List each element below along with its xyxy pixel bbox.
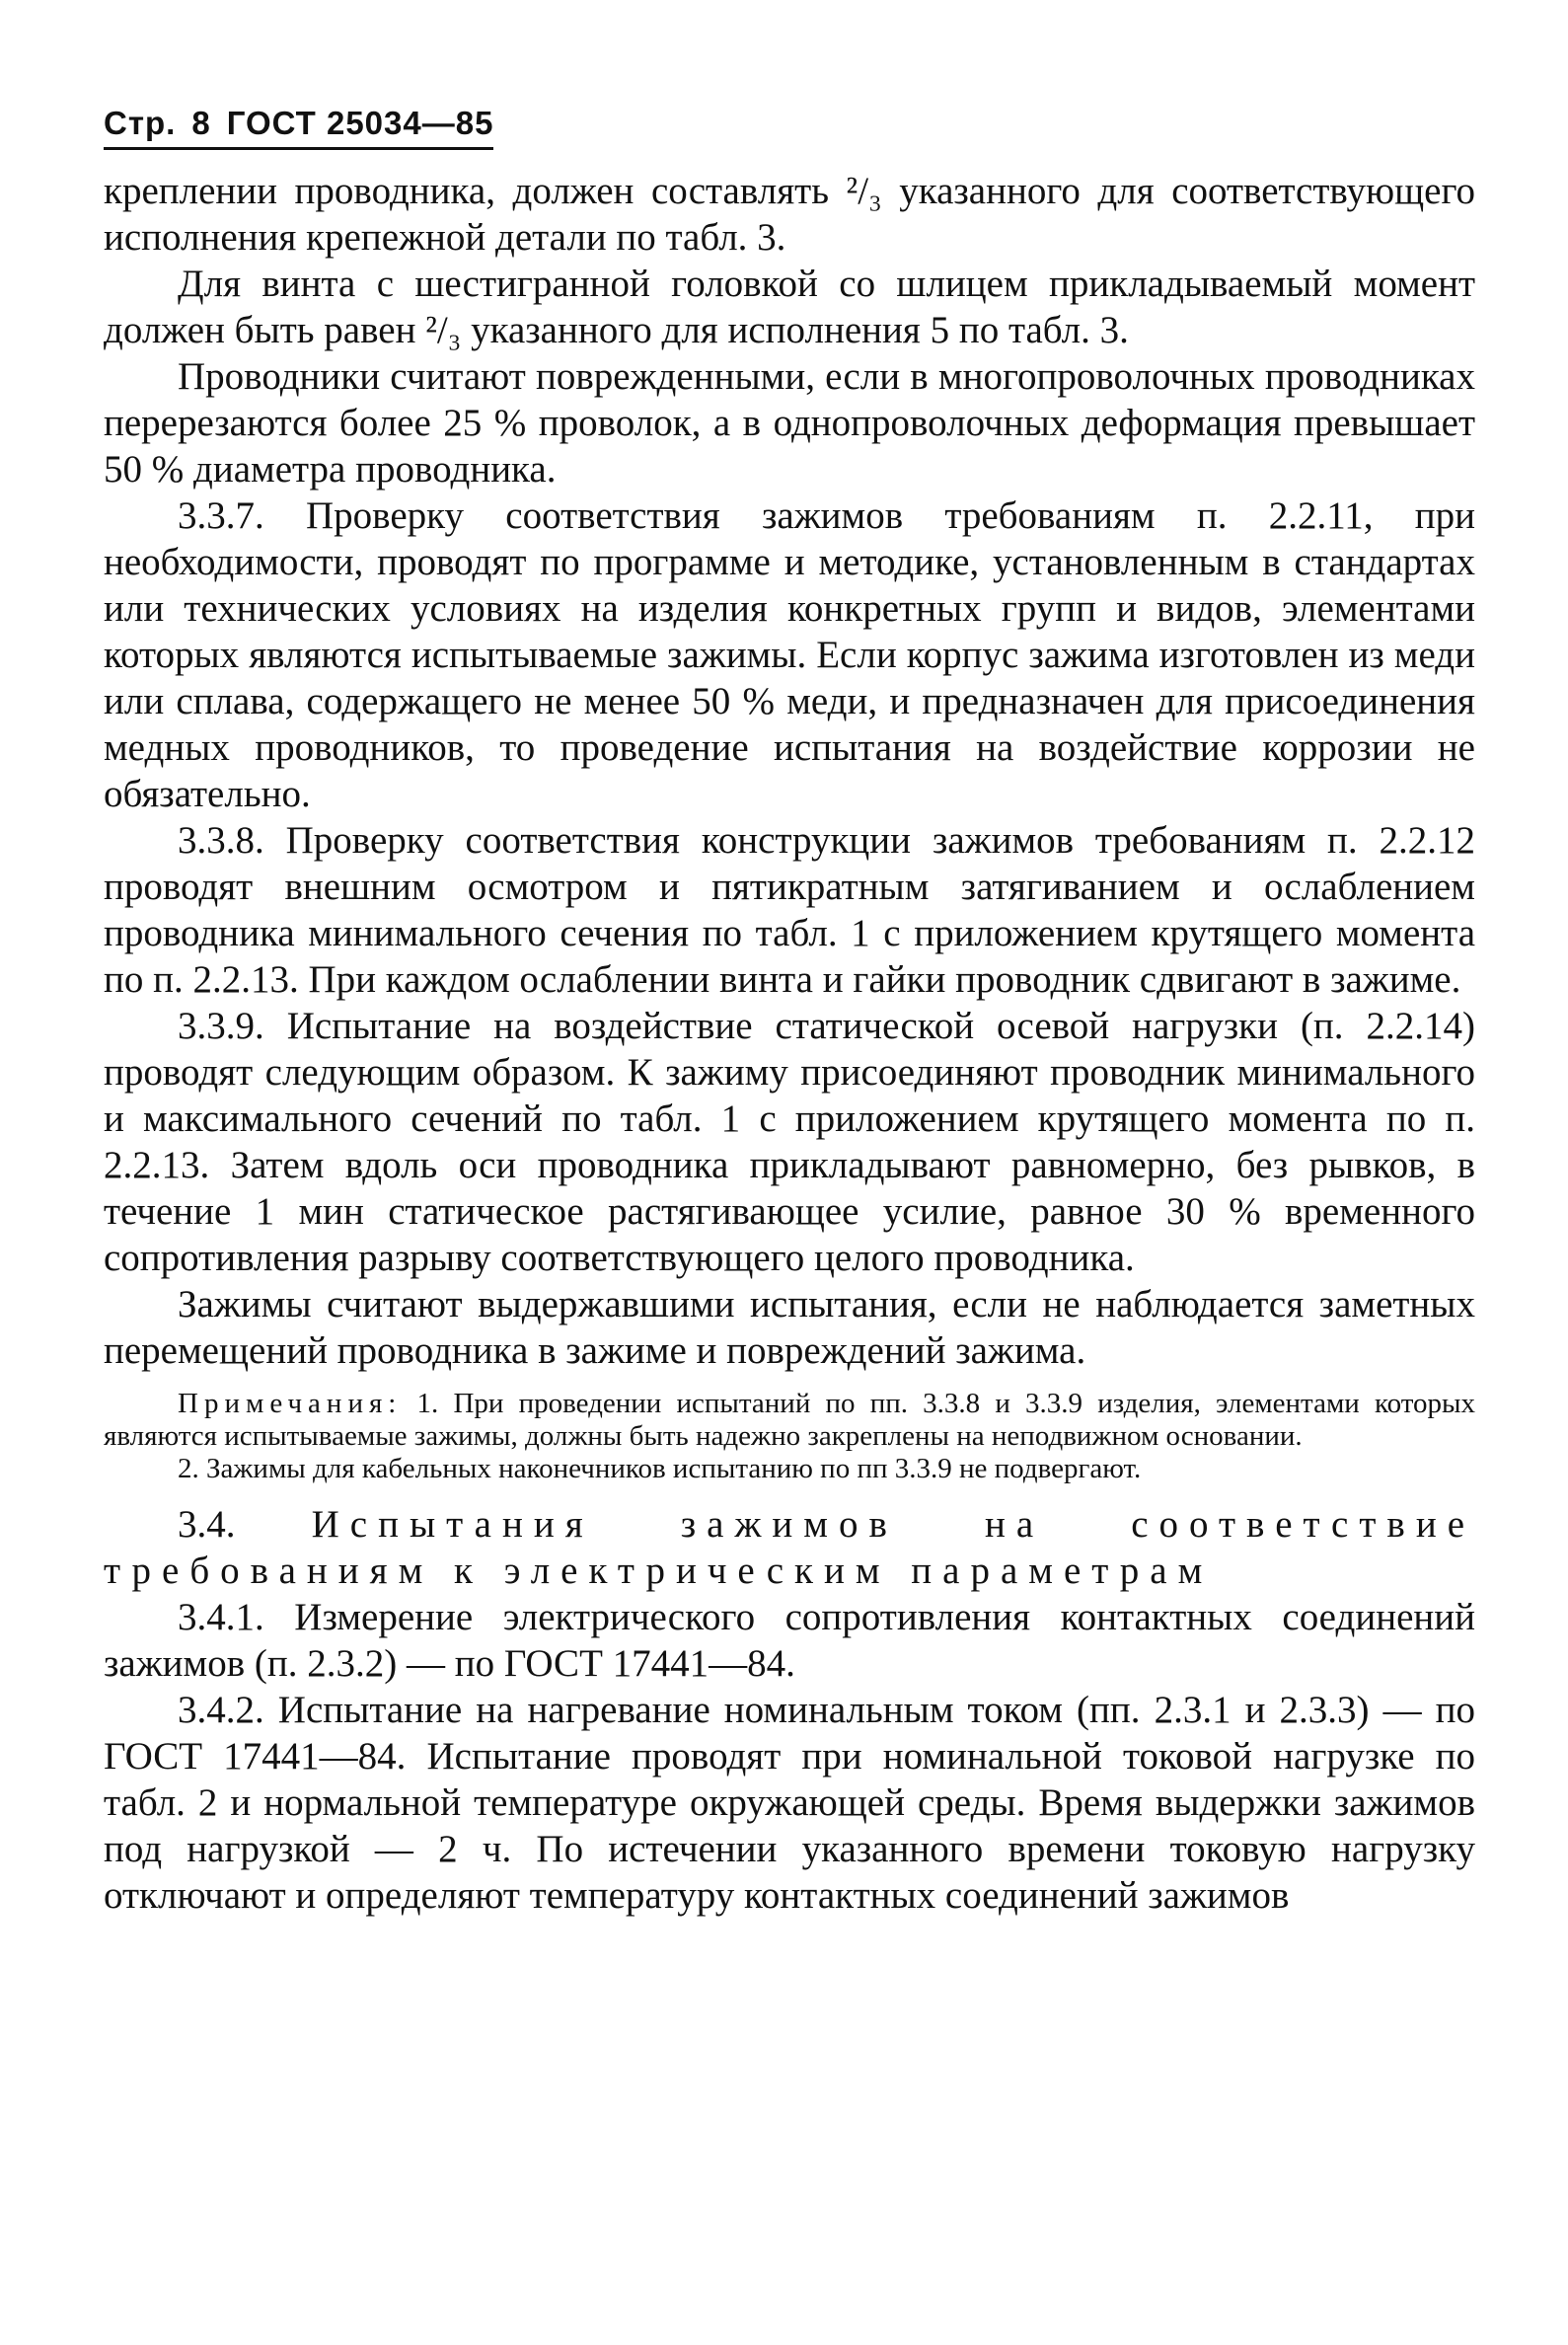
paragraph: Для винта с шестигранной головкой со шлицем прикладываемый момент должен быть равен ²/₃ указанного для исполнения 5 по табл. 3. [104, 263, 1475, 351]
paragraph: Проводники считают поврежденными, если в многопроволочных проводниках перерезаются более 25 % проволок, а в однопроволочных деформация превышает 50 % диаметра проводника. [104, 355, 1475, 491]
paragraph: 3.4.2. Испытание на нагревание номинальным током (пп. 2.3.1 и 2.3.3) — по ГОСТ 17441—84. Испытание проводят при номинальной токовой нагрузке по табл. 2 и нормальной температуре окружающей среды. Время выдержки зажимов под нагрузкой — 2 ч. По истечении указанного времени токовую нагрузку отключают и определяют температуру контактных соединений зажимов [104, 1689, 1475, 1917]
standard-number: ГОСТ 25034—85 [226, 105, 494, 141]
paragraph: Зажимы считают выдержавшими испытания, если не наблюдается заметных перемещений проводника в зажиме и повреждений зажима. [104, 1283, 1475, 1372]
paragraph: 3.3.8. Проверку соответствия конструкции зажимов требованиям п. 2.2.12 проводят внешним осмотром и пятикратным затягиванием и ослаблением проводника минимального сечения по табл. 1 с приложением крутящего момента по п. 2.2.13. При каждом ослаблении винта и гайки проводник сдвигают в зажиме. [104, 819, 1475, 1001]
paragraph: 3.4.1. Измерение электрического сопротивления контактных соединений зажимов (п. 2.3.2) — по ГОСТ 17441—84. [104, 1596, 1475, 1685]
section-number: 3.4. [178, 1503, 236, 1546]
document-page [104, 104, 1475, 1919]
paragraph: 3.3.7. Проверку соответствия зажимов требованиям п. 2.2.11, при необходимости, проводят по программе и методике, установленным в стандартах или технических условиях на изделия конкретных групп и видов, элементами которых являются испытываемые зажимы. Если корпус зажима изготовлен из меди или сплава, содержащего не менее 50 % меди, и предназначен для присоединения медных проводников, то проведение испытания на воздействие коррозии не обязательно. [104, 494, 1475, 815]
note-1 [104, 1388, 1475, 1453]
note-1-text: 1. При проведении испытаний по пп. 3.3.8 и 3.3.9 изделия, элементами которых являются испытываемые зажимы, должны быть надежно закреплены на неподвижном основании. [104, 1388, 1476, 1452]
body-text-part1 [104, 168, 1475, 1374]
page-number: 8 [191, 105, 211, 141]
body-text-part2 [104, 1594, 1475, 1919]
note-2: 2. Зажимы для кабельных наконечников испытанию по пп 3.3.9 не подвергают. [178, 1453, 1142, 1484]
page-header [104, 104, 493, 150]
paragraph: 3.3.9. Испытание на воздействие статической осевой нагрузки (п. 2.2.14) проводят следующим образом. К зажиму присоединяют проводник минимального и максимального сечений по табл. 1 с приложением крутящего момента по п. 2.2.13. Затем вдоль оси проводника прикладывают равномерно, без рывков, в течение 1 мин статическое растягивающее усилие, равное 30 % временного сопротивления разрыву соответствующего целого проводника. [104, 1005, 1475, 1279]
notes-label: Примечания: [178, 1388, 403, 1419]
section-title: Испытания зажимов на соответствие требованиям к электрическим параметрам [104, 1503, 1476, 1592]
section-heading [104, 1501, 1475, 1594]
paragraph: креплении проводника, должен составлять ²/₃ указанного для соответствующего исполнения крепежной детали по табл. 3. [104, 170, 1475, 259]
page-label: Стр. [104, 105, 177, 141]
notes-block [104, 1388, 1475, 1485]
